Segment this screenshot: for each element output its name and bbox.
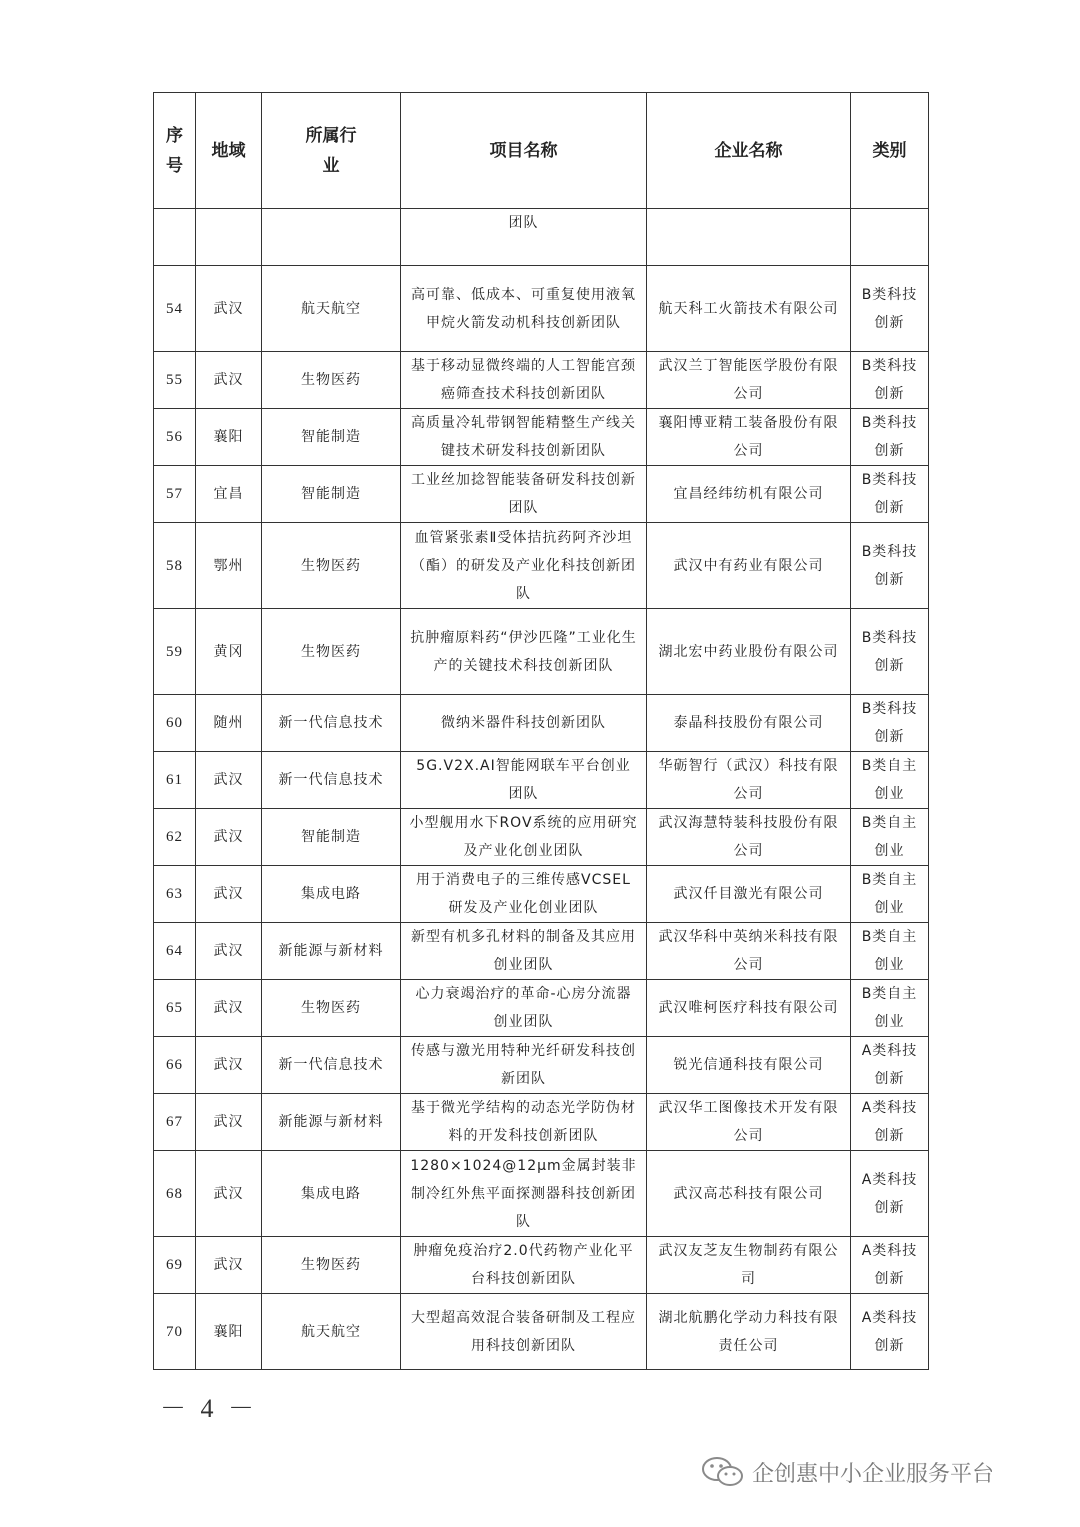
table-header-row xyxy=(154,93,929,209)
cell-category xyxy=(851,209,929,266)
table-row xyxy=(154,1151,929,1237)
cell-seq: 67 xyxy=(154,1094,196,1151)
cell-region: 武汉 xyxy=(196,809,262,866)
cell-category: A类科技创新 xyxy=(851,1294,929,1370)
table-row xyxy=(154,923,929,980)
cell-project: 用于消费电子的三维传感VCSEL研发及产业化创业团队 xyxy=(401,866,647,923)
cell-company: 华砺智行（武汉）科技有限公司 xyxy=(647,752,851,809)
cell-project: 基于微光学结构的动态光学防伪材料的开发科技创新团队 xyxy=(401,1094,647,1151)
cell-industry: 生物医药 xyxy=(262,609,401,695)
cell-region: 武汉 xyxy=(196,1151,262,1237)
cell-category: B类自主创业 xyxy=(851,752,929,809)
cell-region: 随州 xyxy=(196,695,262,752)
cell-industry: 生物医药 xyxy=(262,352,401,409)
cell-region: 武汉 xyxy=(196,352,262,409)
cell-seq: 58 xyxy=(154,523,196,609)
cell-region: 武汉 xyxy=(196,980,262,1037)
header-project: 项目名称 xyxy=(401,93,647,209)
cell-company: 襄阳博亚精工装备股份有限公司 xyxy=(647,409,851,466)
cell-seq: 61 xyxy=(154,752,196,809)
cell-company: 武汉华科中英纳米科技有限公司 xyxy=(647,923,851,980)
cell-company: 武汉唯柯医疗科技有限公司 xyxy=(647,980,851,1037)
cell-region: 襄阳 xyxy=(196,1294,262,1370)
cell-company: 武汉兰丁智能医学股份有限公司 xyxy=(647,352,851,409)
cell-company: 武汉高芯科技有限公司 xyxy=(647,1151,851,1237)
cell-project: 5G.V2X.AI智能网联车平台创业团队 xyxy=(401,752,647,809)
cell-industry: 生物医药 xyxy=(262,980,401,1037)
cell-industry: 新一代信息技术 xyxy=(262,752,401,809)
cell-company: 武汉海慧特装科技股份有限公司 xyxy=(647,809,851,866)
cell-seq: 66 xyxy=(154,1037,196,1094)
cell-project: 血管紧张素Ⅱ受体拮抗药阿齐沙坦（酯）的研发及产业化科技创新团队 xyxy=(401,523,647,609)
table-row xyxy=(154,523,929,609)
header-company: 企业名称 xyxy=(647,93,851,209)
cell-seq: 69 xyxy=(154,1237,196,1294)
cell-category: B类科技创新 xyxy=(851,352,929,409)
cell-industry: 集成电路 xyxy=(262,866,401,923)
cell-company: 武汉华工图像技术开发有限公司 xyxy=(647,1094,851,1151)
cell-project: 工业丝加捻智能装备研发科技创新团队 xyxy=(401,466,647,523)
cell-category: A类科技创新 xyxy=(851,1094,929,1151)
cell-company: 武汉仟目激光有限公司 xyxy=(647,866,851,923)
cell-industry xyxy=(262,209,401,266)
cell-region: 黄冈 xyxy=(196,609,262,695)
table-row xyxy=(154,866,929,923)
cell-category: B类自主创业 xyxy=(851,809,929,866)
cell-industry: 智能制造 xyxy=(262,409,401,466)
cell-seq: 68 xyxy=(154,1151,196,1237)
cell-company: 武汉中有药业有限公司 xyxy=(647,523,851,609)
cell-company: 锐光信通科技有限公司 xyxy=(647,1037,851,1094)
cell-region: 武汉 xyxy=(196,266,262,352)
cell-industry: 航天航空 xyxy=(262,1294,401,1370)
header-seq: 序号 xyxy=(154,93,196,209)
table-row xyxy=(154,695,929,752)
cell-project: 心力衰竭治疗的革命-心房分流器创业团队 xyxy=(401,980,647,1037)
cell-project: 抗肿瘤原料药“伊沙匹隆”工业化生产的关键技术科技创新团队 xyxy=(401,609,647,695)
cell-seq: 55 xyxy=(154,352,196,409)
cell-industry: 新能源与新材料 xyxy=(262,923,401,980)
cell-category: B类科技创新 xyxy=(851,695,929,752)
cell-project: 小型舰用水下ROV系统的应用研究及产业化创业团队 xyxy=(401,809,647,866)
cell-region: 襄阳 xyxy=(196,409,262,466)
cell-category: B类自主创业 xyxy=(851,923,929,980)
table-row xyxy=(154,1237,929,1294)
cell-company: 武汉友芝友生物制药有限公司 xyxy=(647,1237,851,1294)
cell-region: 武汉 xyxy=(196,1237,262,1294)
table-row xyxy=(154,609,929,695)
cell-project: 微纳米器件科技创新团队 xyxy=(401,695,647,752)
wechat-icon xyxy=(700,1456,746,1488)
cell-region: 武汉 xyxy=(196,923,262,980)
page-number: － 4 － xyxy=(160,1394,259,1423)
cell-seq: 60 xyxy=(154,695,196,752)
cell-category: B类科技创新 xyxy=(851,266,929,352)
cell-category: B类科技创新 xyxy=(851,609,929,695)
cell-seq: 56 xyxy=(154,409,196,466)
cell-project: 传感与激光用特种光纤研发科技创新团队 xyxy=(401,1037,647,1094)
cell-category: B类自主创业 xyxy=(851,980,929,1037)
cell-company: 宜昌经纬纺机有限公司 xyxy=(647,466,851,523)
cell-seq: 59 xyxy=(154,609,196,695)
cell-seq: 70 xyxy=(154,1294,196,1370)
cell-category: B类科技创新 xyxy=(851,409,929,466)
watermark-text: 企创惠中小企业服务平台 xyxy=(752,1461,995,1487)
table-row xyxy=(154,809,929,866)
table-row xyxy=(154,752,929,809)
cell-company: 航天科工火箭技术有限公司 xyxy=(647,266,851,352)
cell-region: 武汉 xyxy=(196,866,262,923)
cell-industry: 新一代信息技术 xyxy=(262,1037,401,1094)
cell-industry: 集成电路 xyxy=(262,1151,401,1237)
cell-region: 武汉 xyxy=(196,1037,262,1094)
cell-category: B类科技创新 xyxy=(851,523,929,609)
cell-seq: 63 xyxy=(154,866,196,923)
project-table xyxy=(153,92,929,1370)
cell-industry: 智能制造 xyxy=(262,466,401,523)
cell-region: 宜昌 xyxy=(196,466,262,523)
cell-company: 湖北航鹏化学动力科技有限责任公司 xyxy=(647,1294,851,1370)
cell-project: 高可靠、低成本、可重复使用液氧甲烷火箭发动机科技创新团队 xyxy=(401,266,647,352)
cell-industry: 智能制造 xyxy=(262,809,401,866)
cell-industry: 生物医药 xyxy=(262,1237,401,1294)
cell-region: 武汉 xyxy=(196,752,262,809)
cell-project: 团队 xyxy=(401,209,647,266)
cell-industry: 航天航空 xyxy=(262,266,401,352)
cell-seq xyxy=(154,209,196,266)
cell-seq: 65 xyxy=(154,980,196,1037)
cell-seq: 57 xyxy=(154,466,196,523)
cell-project: 1280×1024@12μm金属封装非制冷红外焦平面探测器科技创新团队 xyxy=(401,1151,647,1237)
cell-region: 武汉 xyxy=(196,1094,262,1151)
cell-industry: 生物医药 xyxy=(262,523,401,609)
cell-company: 泰晶科技股份有限公司 xyxy=(647,695,851,752)
cell-project: 大型超高效混合装备研制及工程应用科技创新团队 xyxy=(401,1294,647,1370)
cell-seq: 62 xyxy=(154,809,196,866)
header-industry: 所属行业 xyxy=(262,93,401,209)
cell-industry: 新能源与新材料 xyxy=(262,1094,401,1151)
cell-region: 鄂州 xyxy=(196,523,262,609)
cell-region xyxy=(196,209,262,266)
header-region: 地域 xyxy=(196,93,262,209)
table-row xyxy=(154,980,929,1037)
header-category: 类别 xyxy=(851,93,929,209)
table-row xyxy=(154,1294,929,1370)
table-row-continued xyxy=(154,209,929,266)
watermark xyxy=(700,1456,994,1488)
cell-category: B类自主创业 xyxy=(851,866,929,923)
table-row xyxy=(154,409,929,466)
cell-category: A类科技创新 xyxy=(851,1151,929,1237)
table-row xyxy=(154,266,929,352)
cell-company: 湖北宏中药业股份有限公司 xyxy=(647,609,851,695)
cell-seq: 54 xyxy=(154,266,196,352)
cell-company xyxy=(647,209,851,266)
cell-project: 基于移动显微终端的人工智能宫颈癌筛查技术科技创新团队 xyxy=(401,352,647,409)
table-row xyxy=(154,466,929,523)
cell-project: 高质量冷轧带钢智能精整生产线关键技术研发科技创新团队 xyxy=(401,409,647,466)
cell-seq: 64 xyxy=(154,923,196,980)
cell-category: B类科技创新 xyxy=(851,466,929,523)
table-body xyxy=(154,209,929,1370)
cell-industry: 新一代信息技术 xyxy=(262,695,401,752)
cell-category: A类科技创新 xyxy=(851,1037,929,1094)
table-row xyxy=(154,1094,929,1151)
table-row xyxy=(154,352,929,409)
cell-project: 新型有机多孔材料的制备及其应用创业团队 xyxy=(401,923,647,980)
table-row xyxy=(154,1037,929,1094)
cell-category: A类科技创新 xyxy=(851,1237,929,1294)
cell-project: 肿瘤免疫治疗2.0代药物产业化平台科技创新团队 xyxy=(401,1237,647,1294)
